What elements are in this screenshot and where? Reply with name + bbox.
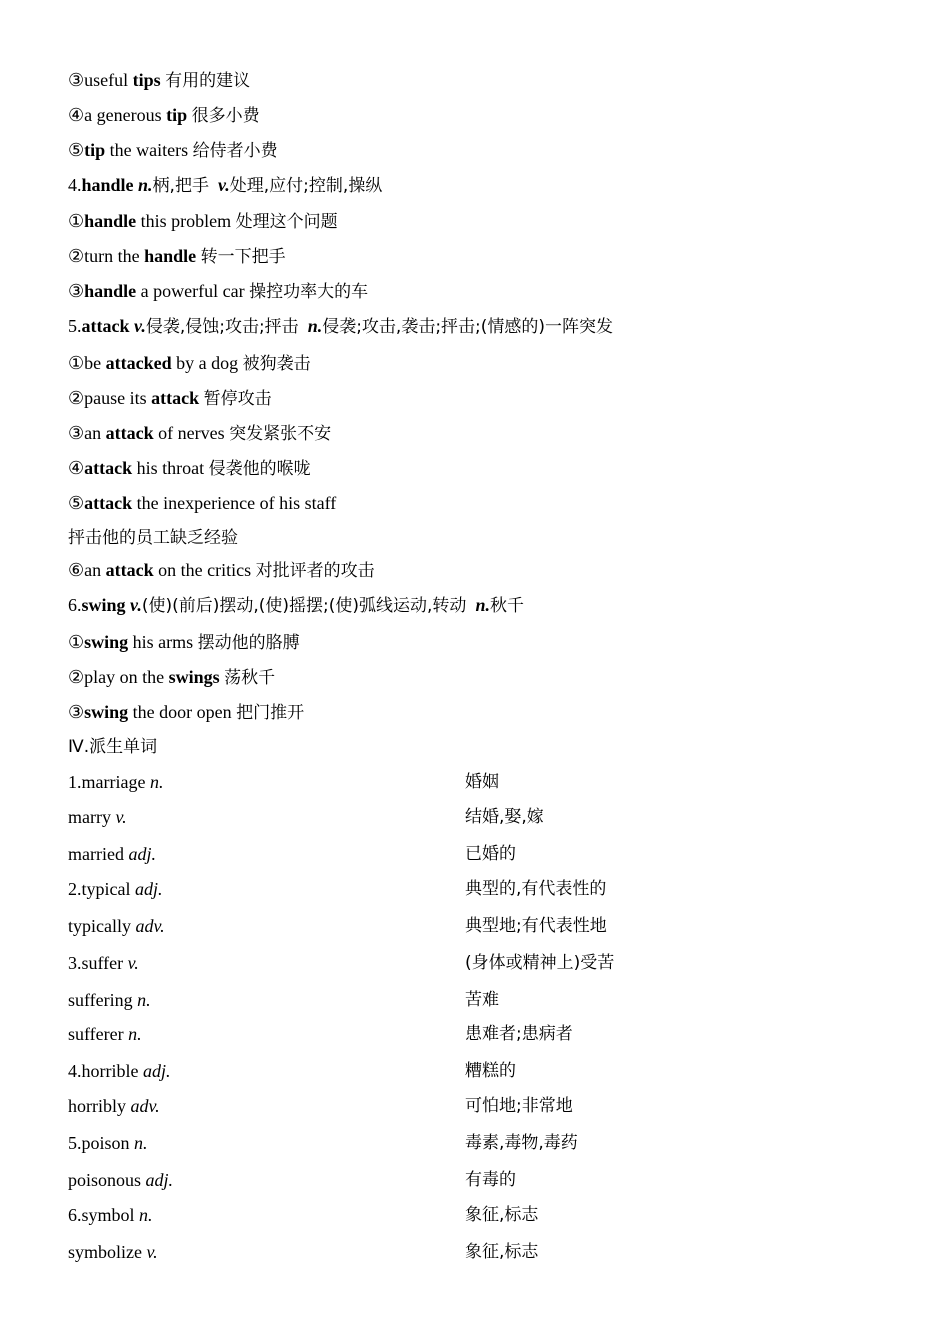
- phrase-prefix: ③an: [68, 423, 106, 443]
- derivative-term: [68, 877, 163, 901]
- translation: 荡秋千: [224, 668, 276, 688]
- translation: 突发紧张不安: [229, 424, 332, 444]
- phrase-rest: his throat: [132, 458, 209, 478]
- part-of-speech: adv.: [135, 916, 165, 936]
- phrase-line: [68, 491, 336, 515]
- part-of-speech: v.: [134, 316, 146, 336]
- derivative-meaning: 典型的,有代表性的: [465, 879, 607, 899]
- phrase-line: [68, 665, 275, 689]
- keyword: attack: [105, 560, 154, 580]
- derivative-row: [68, 1203, 888, 1227]
- derivative-row: [68, 805, 888, 829]
- derivative-meaning: 婚姻: [465, 772, 499, 792]
- translation: 很多小费: [191, 106, 260, 126]
- derivative-meaning: 毒素,毒物,毒药: [465, 1133, 578, 1153]
- phrase-prefix: ③: [68, 281, 85, 301]
- translation: 摆动他的胳膊: [197, 633, 300, 653]
- keyword: swing: [84, 702, 129, 722]
- headword-line-swing: [68, 593, 524, 617]
- headword: attack: [81, 316, 130, 336]
- headword-line-attack: [68, 314, 613, 338]
- derivative-row: [68, 1131, 888, 1155]
- definition: 处理,应付;控制,操纵: [229, 176, 383, 196]
- keyword: attack: [84, 493, 133, 513]
- phrase-prefix: ④: [68, 458, 85, 478]
- definition: 侵袭,侵蚀;攻击;抨击: [145, 317, 299, 337]
- headword-number: 6.: [68, 595, 82, 615]
- word: typically: [68, 916, 136, 936]
- derivative-row: [68, 770, 888, 794]
- derivative-meaning: 患难者;患病者: [465, 1024, 573, 1044]
- derivative-term: [68, 1168, 173, 1192]
- derivative-term: [68, 1022, 142, 1046]
- derivative-row: [68, 1094, 888, 1118]
- part-of-speech: n.: [139, 1205, 153, 1225]
- part-of-speech: adj.: [134, 879, 163, 899]
- word: horribly: [68, 1096, 131, 1116]
- word: symbolize: [68, 1242, 147, 1262]
- part-of-speech: v.: [146, 1242, 158, 1262]
- phrase-line: [68, 138, 278, 162]
- translation: 被狗袭击: [242, 354, 311, 374]
- word: 2.typical: [68, 879, 135, 899]
- phrase-rest: this problem: [136, 211, 236, 231]
- phrase-line: [68, 351, 311, 375]
- word: married: [68, 844, 129, 864]
- derivative-meaning: 典型地;有代表性地: [465, 916, 607, 936]
- definition: 柄,把手: [152, 176, 209, 196]
- word: sufferer: [68, 1024, 129, 1044]
- headword-number: 4.: [68, 175, 82, 195]
- phrase-rest: the door open: [128, 702, 237, 722]
- phrase-prefix: ③useful: [68, 70, 133, 90]
- keyword: tip: [166, 105, 188, 125]
- translation: 侵袭他的喉咙: [208, 459, 311, 479]
- translation: 转一下把手: [200, 247, 286, 267]
- keyword: tip: [84, 140, 106, 160]
- phrase-line: [68, 421, 331, 445]
- phrase-rest: by a dog: [171, 353, 243, 373]
- keyword: handle: [144, 246, 197, 266]
- part-of-speech: n.: [128, 1024, 142, 1044]
- headword-line-handle: [68, 173, 382, 197]
- derivative-meaning: 已婚的: [465, 844, 516, 864]
- part-of-speech: n.: [137, 990, 151, 1010]
- part-of-speech: n.: [149, 772, 164, 792]
- derivative-term: [68, 1240, 158, 1264]
- part-of-speech: v.: [217, 175, 230, 195]
- headword: handle: [81, 175, 134, 195]
- derivative-row: [68, 1022, 888, 1046]
- derivative-term: [68, 914, 165, 938]
- translation: 把门推开: [236, 703, 305, 723]
- derivative-row: [68, 914, 888, 938]
- phrase-rest: on the critics: [153, 560, 256, 580]
- definition: (使)(前后)摆动,(使)摇摆;(使)弧线运动,转动: [141, 596, 467, 616]
- phrase-line: [68, 68, 250, 92]
- phrase-line: [68, 456, 311, 480]
- phrase-prefix: ⑤: [68, 140, 85, 160]
- part-of-speech: n.: [138, 175, 153, 195]
- derivative-row: [68, 1168, 888, 1192]
- derivative-meaning: (身体或精神上)受苦: [465, 953, 615, 973]
- phrase-line: [68, 103, 260, 127]
- phrase-rest: the inexperience of his staff: [132, 493, 337, 513]
- word: 3.suffer: [68, 953, 128, 973]
- part-of-speech: v.: [115, 807, 127, 827]
- word: 1.marriage: [68, 772, 150, 792]
- part-of-speech: n.: [134, 1133, 148, 1153]
- keyword: tips: [132, 70, 161, 90]
- part-of-speech: n.: [475, 595, 490, 615]
- phrase-line: [68, 209, 338, 233]
- derivative-row: [68, 842, 888, 866]
- derivative-row: [68, 951, 888, 975]
- keyword: attack: [105, 423, 154, 443]
- derivative-meaning: 有毒的: [465, 1170, 516, 1190]
- derivative-row: [68, 1059, 888, 1083]
- derivative-term: [68, 1094, 160, 1118]
- definition: 侵袭;攻击,袭击;抨击;(情感的)一阵突发: [322, 317, 614, 337]
- part-of-speech: adj.: [128, 844, 156, 864]
- keyword: attacked: [105, 353, 172, 373]
- headword-number: 5.: [68, 316, 82, 336]
- phrase-line: [68, 525, 238, 549]
- translation: 操控功率大的车: [249, 282, 369, 302]
- phrase-line: [68, 700, 304, 724]
- phrase-prefix: ③: [68, 702, 85, 722]
- phrase-prefix: ①: [68, 211, 85, 231]
- derivative-term: [68, 770, 163, 794]
- word: suffering: [68, 990, 138, 1010]
- translation: 抨击他的员工缺乏经验: [68, 528, 238, 548]
- translation: 对批评者的攻击: [255, 561, 375, 581]
- word: marry: [68, 807, 116, 827]
- phrase-line: [68, 630, 300, 654]
- phrase-prefix: ②turn the: [68, 246, 145, 266]
- part-of-speech: adj.: [145, 1170, 174, 1190]
- derivative-row: [68, 1240, 888, 1264]
- phrase-rest: of nerves: [153, 423, 230, 443]
- translation: 处理这个问题: [235, 212, 338, 232]
- phrase-prefix: ①be: [68, 353, 106, 373]
- derivative-term: [68, 805, 127, 829]
- derivative-meaning: 象征,标志: [465, 1205, 539, 1225]
- phrase-rest: the waiters: [105, 140, 193, 160]
- definition: 秋千: [489, 596, 524, 616]
- phrase-prefix: ②play on the: [68, 667, 169, 687]
- derivative-term: [68, 1059, 171, 1083]
- word: poisonous: [68, 1170, 146, 1190]
- translation: 暂停攻击: [203, 389, 272, 409]
- derivative-term: [68, 1131, 148, 1155]
- phrase-prefix: ①: [68, 632, 85, 652]
- derivative-term: [68, 842, 156, 866]
- translation: 给侍者小费: [192, 141, 278, 161]
- section-heading: Ⅳ.派生单词: [68, 737, 158, 757]
- derivative-row: [68, 877, 888, 901]
- phrase-prefix: ⑤: [68, 493, 85, 513]
- part-of-speech: n.: [307, 316, 323, 336]
- derivative-meaning: 象征,标志: [465, 1242, 539, 1262]
- derivative-term: [68, 988, 151, 1012]
- word: 4.horrible: [68, 1061, 143, 1081]
- keyword: attack: [151, 388, 200, 408]
- derivative-row: [68, 988, 888, 1012]
- derivative-term: [68, 1203, 153, 1227]
- derivative-term: [68, 951, 139, 975]
- derivative-meaning: 可怕地;非常地: [465, 1096, 573, 1116]
- keyword: handle: [84, 211, 137, 231]
- word: 5.poison: [68, 1133, 135, 1153]
- part-of-speech: v.: [130, 595, 142, 615]
- phrase-line: [68, 244, 286, 268]
- part-of-speech: adv.: [130, 1096, 160, 1116]
- phrase-rest: his arms: [128, 632, 198, 652]
- keyword: handle: [84, 281, 137, 301]
- phrase-prefix: ⑥an: [68, 560, 106, 580]
- part-of-speech: adj.: [142, 1061, 171, 1081]
- derivative-meaning: 结婚,娶,嫁: [465, 807, 544, 827]
- phrase-line: [68, 386, 272, 410]
- translation: 有用的建议: [165, 71, 251, 91]
- phrase-prefix: ②pause its: [68, 388, 152, 408]
- keyword: swing: [84, 632, 129, 652]
- phrase-rest: a powerful car: [136, 281, 250, 301]
- keyword: swings: [168, 667, 220, 687]
- headword: swing: [81, 595, 126, 615]
- phrase-line: [68, 279, 368, 303]
- phrase-prefix: ④a generous: [68, 105, 167, 125]
- derivative-meaning: 苦难: [465, 990, 499, 1010]
- part-of-speech: v.: [127, 953, 139, 973]
- derivative-meaning: 糟糕的: [465, 1061, 516, 1081]
- phrase-line: [68, 558, 375, 582]
- keyword: attack: [84, 458, 133, 478]
- word: 6.symbol: [68, 1205, 140, 1225]
